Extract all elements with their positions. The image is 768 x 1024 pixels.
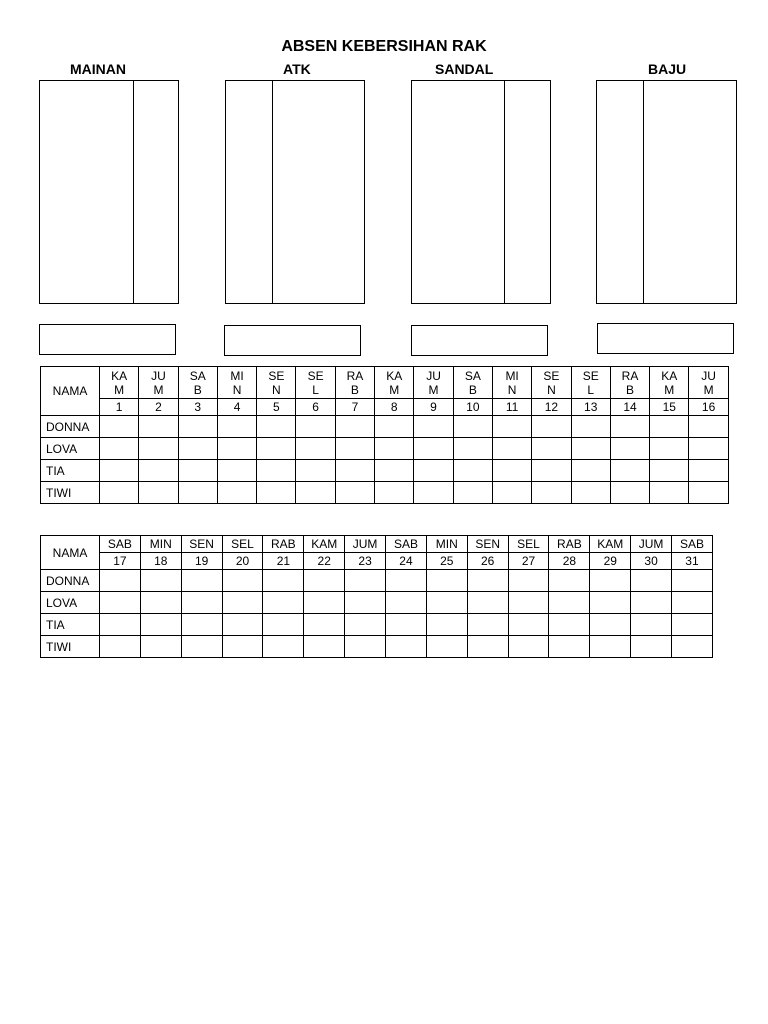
attendance-cell: [335, 438, 374, 460]
attendance-cell: [140, 614, 181, 636]
rack-box-sandal: [411, 80, 551, 304]
table-row: [41, 438, 729, 460]
date-header-cell: 18: [140, 553, 181, 570]
attendance-cell: [222, 592, 263, 614]
attendance-cell: [304, 592, 345, 614]
day-header-cell: RAB: [549, 536, 590, 553]
attendance-cell: [181, 592, 222, 614]
day-header-cell: KAM: [590, 536, 631, 553]
rack-box-baju: [596, 80, 737, 304]
day-header-cell: SEL: [571, 367, 610, 399]
attendance-cell: [453, 438, 492, 460]
attendance-cell: [631, 614, 672, 636]
attendance-cell: [689, 460, 728, 482]
attendance-cell: [375, 482, 414, 504]
attendance-cell: [610, 416, 649, 438]
category-label-baju: BAJU: [648, 61, 687, 77]
date-header-cell: 14: [610, 399, 649, 416]
attendance-cell: [257, 438, 296, 460]
attendance-cell: [571, 482, 610, 504]
attendance-cell: [139, 482, 178, 504]
attendance-cell: [453, 416, 492, 438]
attendance-cell: [467, 570, 508, 592]
attendance-cell: [492, 482, 531, 504]
person-name-cell: TIWI: [41, 482, 100, 504]
attendance-cell: [689, 416, 728, 438]
attendance-cell: [610, 482, 649, 504]
day-header-row: [41, 367, 729, 399]
attendance-cell: [335, 416, 374, 438]
category-label-atk: ATK: [283, 61, 311, 77]
attendance-cell: [296, 416, 335, 438]
attendance-cell: [222, 570, 263, 592]
attendance-cell: [571, 460, 610, 482]
date-header-cell: 9: [414, 399, 453, 416]
attendance-cell: [650, 438, 689, 460]
day-header-cell: RAB: [263, 536, 304, 553]
rack-box-mainan: [39, 80, 179, 304]
attendance-cell: [100, 416, 139, 438]
attendance-cell: [492, 460, 531, 482]
attendance-cell: [345, 570, 386, 592]
attendance-cell: [672, 592, 713, 614]
attendance-cell: [100, 438, 139, 460]
attendance-cell: [217, 438, 256, 460]
table-row: [41, 482, 729, 504]
day-header-cell: JUM: [345, 536, 386, 553]
table-row: [41, 570, 713, 592]
date-header-cell: 27: [508, 553, 549, 570]
name-column-header: NAMA: [41, 367, 100, 416]
attendance-cell: [222, 614, 263, 636]
attendance-cell: [672, 570, 713, 592]
day-header-cell: JUM: [689, 367, 728, 399]
day-header-cell: RAB: [610, 367, 649, 399]
attendance-cell: [217, 482, 256, 504]
day-header-cell: SEL: [222, 536, 263, 553]
attendance-cell: [532, 438, 571, 460]
attendance-cell: [426, 592, 467, 614]
attendance-cell: [139, 416, 178, 438]
date-header-cell: 11: [492, 399, 531, 416]
day-header-cell: MIN: [426, 536, 467, 553]
date-header-cell: 28: [549, 553, 590, 570]
day-header-cell: RAB: [335, 367, 374, 399]
attendance-cell: [100, 570, 141, 592]
date-header-cell: 19: [181, 553, 222, 570]
rack-divider: [504, 81, 505, 303]
table-row: [41, 460, 729, 482]
table-row: [41, 416, 729, 438]
attendance-cell: [467, 636, 508, 658]
date-header-cell: 2: [139, 399, 178, 416]
attendance-cell: [414, 416, 453, 438]
day-header-cell: SAB: [672, 536, 713, 553]
day-header-cell: SAB: [453, 367, 492, 399]
category-label-sandal: SANDAL: [435, 61, 494, 77]
day-header-cell: SEN: [181, 536, 222, 553]
day-header-cell: KAM: [650, 367, 689, 399]
attendance-cell: [100, 636, 141, 658]
attendance-cell: [100, 482, 139, 504]
rack-divider: [643, 81, 644, 303]
attendance-cell: [650, 460, 689, 482]
attendance-cell: [532, 460, 571, 482]
attendance-cell: [222, 636, 263, 658]
attendance-cell: [650, 416, 689, 438]
table-row: [41, 636, 713, 658]
date-header-cell: 13: [571, 399, 610, 416]
attendance-table-2: [40, 535, 713, 658]
day-header-cell: SEL: [508, 536, 549, 553]
attendance-cell: [140, 592, 181, 614]
attendance-cell: [304, 570, 345, 592]
attendance-cell: [467, 614, 508, 636]
attendance-cell: [549, 570, 590, 592]
rack-divider: [133, 81, 134, 303]
attendance-cell: [100, 614, 141, 636]
page-title: ABSEN KEBERSIHAN RAK: [281, 38, 487, 55]
attendance-cell: [631, 636, 672, 658]
date-header-cell: 30: [631, 553, 672, 570]
attendance-cell: [304, 614, 345, 636]
attendance-cell: [426, 614, 467, 636]
attendance-cell: [345, 614, 386, 636]
day-header-cell: MIN: [217, 367, 256, 399]
attendance-cell: [140, 570, 181, 592]
rack-box-atk: [225, 80, 365, 304]
rack-label-box-baju: [597, 323, 734, 354]
day-header-cell: SEN: [532, 367, 571, 399]
attendance-cell: [532, 416, 571, 438]
attendance-cell: [590, 636, 631, 658]
table-row: [41, 592, 713, 614]
day-header-row: [41, 536, 713, 553]
attendance-cell: [140, 636, 181, 658]
attendance-cell: [453, 482, 492, 504]
attendance-cell: [335, 482, 374, 504]
date-header-cell: 8: [375, 399, 414, 416]
attendance-cell: [296, 460, 335, 482]
date-header-cell: 6: [296, 399, 335, 416]
day-header-cell: KAM: [100, 367, 139, 399]
attendance-cell: [386, 592, 427, 614]
attendance-cell: [532, 482, 571, 504]
date-header-cell: 4: [217, 399, 256, 416]
date-header-cell: 23: [345, 553, 386, 570]
person-name-cell: DONNA: [41, 570, 100, 592]
date-header-row: [41, 553, 713, 570]
attendance-cell: [345, 592, 386, 614]
date-header-cell: 25: [426, 553, 467, 570]
day-header-cell: SEN: [257, 367, 296, 399]
person-name-cell: LOVA: [41, 438, 100, 460]
rack-label-box-atk: [224, 325, 361, 356]
person-name-cell: DONNA: [41, 416, 100, 438]
attendance-cell: [345, 636, 386, 658]
person-name-cell: TIA: [41, 460, 100, 482]
attendance-cell: [375, 438, 414, 460]
attendance-cell: [100, 592, 141, 614]
attendance-cell: [139, 460, 178, 482]
person-name-cell: LOVA: [41, 592, 100, 614]
day-header-cell: SEN: [467, 536, 508, 553]
attendance-cell: [178, 482, 217, 504]
attendance-cell: [181, 636, 222, 658]
date-header-cell: 12: [532, 399, 571, 416]
attendance-cell: [549, 592, 590, 614]
rack-divider: [272, 81, 273, 303]
day-header-cell: KAM: [304, 536, 345, 553]
attendance-cell: [571, 438, 610, 460]
attendance-cell: [590, 570, 631, 592]
date-header-cell: 20: [222, 553, 263, 570]
attendance-cell: [549, 614, 590, 636]
date-header-cell: 16: [689, 399, 728, 416]
date-header-cell: 10: [453, 399, 492, 416]
date-header-cell: 26: [467, 553, 508, 570]
day-header-cell: SAB: [386, 536, 427, 553]
attendance-cell: [257, 482, 296, 504]
attendance-cell: [610, 460, 649, 482]
date-header-cell: 3: [178, 399, 217, 416]
attendance-cell: [453, 460, 492, 482]
date-header-cell: 21: [263, 553, 304, 570]
date-header-cell: 5: [257, 399, 296, 416]
attendance-cell: [414, 482, 453, 504]
date-header-row: [41, 399, 729, 416]
attendance-cell: [100, 460, 139, 482]
attendance-cell: [508, 570, 549, 592]
attendance-cell: [689, 482, 728, 504]
attendance-cell: [181, 570, 222, 592]
attendance-cell: [631, 592, 672, 614]
name-column-header: NAMA: [41, 536, 100, 570]
attendance-cell: [304, 636, 345, 658]
attendance-cell: [492, 416, 531, 438]
attendance-cell: [178, 416, 217, 438]
attendance-cell: [386, 636, 427, 658]
attendance-cell: [296, 438, 335, 460]
table-row: [41, 614, 713, 636]
attendance-cell: [257, 416, 296, 438]
attendance-cell: [549, 636, 590, 658]
attendance-cell: [375, 416, 414, 438]
attendance-cell: [375, 460, 414, 482]
date-header-cell: 7: [335, 399, 374, 416]
rack-label-box-sandal: [411, 325, 548, 356]
attendance-cell: [257, 460, 296, 482]
attendance-cell: [217, 416, 256, 438]
attendance-cell: [672, 636, 713, 658]
date-header-cell: 22: [304, 553, 345, 570]
attendance-cell: [571, 416, 610, 438]
attendance-cell: [263, 636, 304, 658]
attendance-cell: [414, 438, 453, 460]
attendance-cell: [386, 614, 427, 636]
attendance-cell: [263, 592, 304, 614]
date-header-cell: 24: [386, 553, 427, 570]
attendance-cell: [217, 460, 256, 482]
rack-label-box-mainan: [39, 324, 176, 355]
attendance-cell: [181, 614, 222, 636]
person-name-cell: TIA: [41, 614, 100, 636]
attendance-cell: [590, 614, 631, 636]
attendance-cell: [650, 482, 689, 504]
category-label-mainan: MAINAN: [70, 61, 126, 77]
day-header-cell: JUM: [631, 536, 672, 553]
date-header-cell: 17: [100, 553, 141, 570]
attendance-cell: [263, 614, 304, 636]
person-name-cell: TIWI: [41, 636, 100, 658]
day-header-cell: MIN: [140, 536, 181, 553]
attendance-table-1: [40, 366, 729, 504]
attendance-cell: [508, 592, 549, 614]
attendance-cell: [414, 460, 453, 482]
attendance-cell: [263, 570, 304, 592]
day-header-cell: MIN: [492, 367, 531, 399]
date-header-cell: 31: [672, 553, 713, 570]
attendance-cell: [178, 460, 217, 482]
date-header-cell: 15: [650, 399, 689, 416]
day-header-cell: JUM: [139, 367, 178, 399]
attendance-cell: [492, 438, 531, 460]
attendance-cell: [508, 614, 549, 636]
attendance-cell: [631, 570, 672, 592]
attendance-cell: [296, 482, 335, 504]
day-header-cell: SAB: [100, 536, 141, 553]
attendance-cell: [426, 570, 467, 592]
attendance-cell: [178, 438, 217, 460]
date-header-cell: 29: [590, 553, 631, 570]
date-header-cell: 1: [100, 399, 139, 416]
attendance-cell: [672, 614, 713, 636]
attendance-cell: [689, 438, 728, 460]
day-header-cell: KAM: [375, 367, 414, 399]
attendance-cell: [610, 438, 649, 460]
attendance-cell: [386, 570, 427, 592]
attendance-cell: [139, 438, 178, 460]
attendance-cell: [508, 636, 549, 658]
day-header-cell: SAB: [178, 367, 217, 399]
day-header-cell: JUM: [414, 367, 453, 399]
day-header-cell: SEL: [296, 367, 335, 399]
attendance-cell: [335, 460, 374, 482]
attendance-cell: [426, 636, 467, 658]
attendance-cell: [590, 592, 631, 614]
attendance-cell: [467, 592, 508, 614]
